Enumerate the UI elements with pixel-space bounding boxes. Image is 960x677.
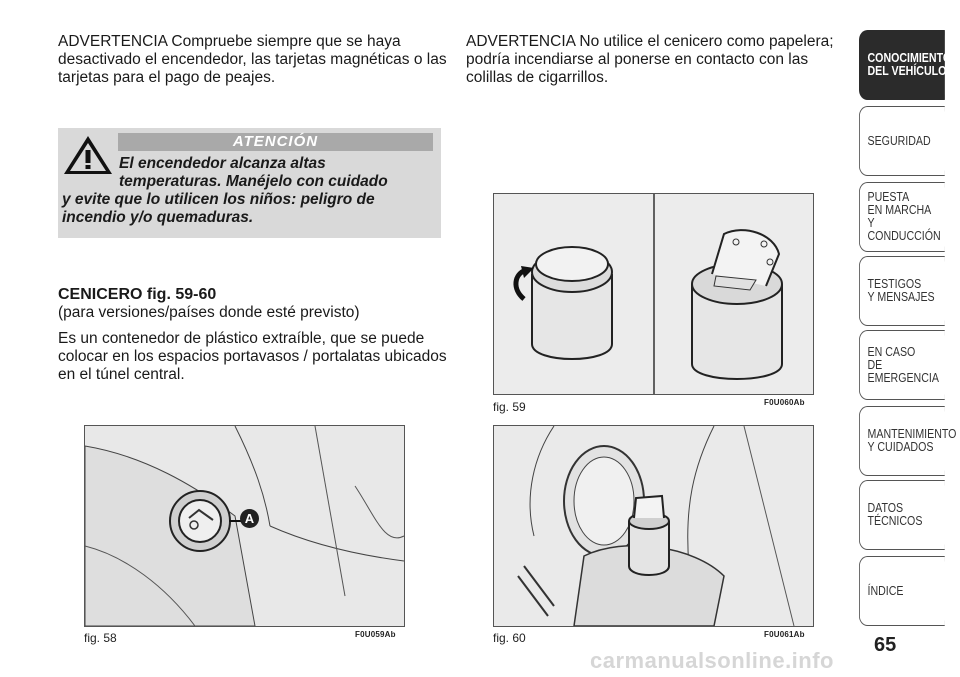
- attention-text-full: [62, 191, 437, 227]
- watermark: carmanualsonline.info: [590, 648, 834, 673]
- warning-line: desactivado el encendedor, las tarjetas magnéticas o las: [58, 51, 447, 68]
- ashtray-installed-illustration: [494, 426, 813, 626]
- figure-59-code: F0U060Ab: [764, 398, 805, 407]
- attention-title: ATENCIÓN: [232, 133, 319, 150]
- figure-58-caption: fig. 58: [84, 631, 117, 645]
- tab-puesta-en-marcha[interactable]: PUESTA EN MARCHA Y CONDUCCIÓN: [859, 182, 945, 252]
- warning-line: colillas de cigarrillos.: [466, 69, 609, 86]
- tab-mantenimiento-y-cuidados[interactable]: MANTENIMIENTO Y CUIDADOS: [859, 406, 945, 476]
- section-subheading: (para versiones/países donde esté previsto): [58, 304, 360, 321]
- tab-testigos-y-mensajes[interactable]: TESTIGOS Y MENSAJES: [859, 256, 945, 326]
- warning-line: podría incendiarse al ponerse en contacto con las: [466, 51, 809, 68]
- warning-line: ADVERTENCIA No utilice el cenicero como papelera;: [466, 33, 834, 50]
- section-body-line: en el túnel central.: [58, 366, 185, 383]
- figure-59-image: [493, 193, 814, 395]
- figure-58-code: F0U059Ab: [355, 630, 396, 639]
- attention-line: temperaturas. Manéjelo con cuidado: [119, 173, 388, 190]
- warning-line: ADVERTENCIA Compruebe siempre que se haya: [58, 33, 401, 50]
- figure-59-caption: fig. 59: [493, 400, 526, 414]
- figure-60-caption: fig. 60: [493, 631, 526, 645]
- section-body-line: Es un contenedor de plástico extraíble, que se puede: [58, 330, 425, 347]
- attention-text-indented: [119, 155, 439, 191]
- tab-indice[interactable]: ÍNDICE: [859, 556, 945, 626]
- warning-text-right: [466, 33, 856, 87]
- attention-line: El encendedor alcanza altas: [119, 155, 326, 172]
- tab-en-caso-de-emergencia[interactable]: EN CASO DE EMERGENCIA: [859, 330, 945, 400]
- page-number: 65: [874, 634, 897, 656]
- section-heading: CENICERO fig. 59-60: [58, 286, 217, 303]
- section-body-line: colocar en los espacios portavasos / portalatas ubicados: [58, 348, 447, 365]
- tab-conocimiento-del-vehiculo[interactable]: CONOCIMIENTO DEL VEHÍCULO: [859, 30, 945, 100]
- section-cenicero: [58, 286, 448, 384]
- tab-seguridad[interactable]: SEGURIDAD: [859, 106, 945, 176]
- warning-text-left: [58, 33, 448, 87]
- figure-60-code: F0U061Ab: [764, 630, 805, 639]
- ashtray-illustration: [494, 194, 813, 394]
- tab-datos-tecnicos[interactable]: DATOS TÉCNICOS: [859, 480, 945, 550]
- warning-line: tarjetas para el pago de peajes.: [58, 69, 276, 86]
- figure-60-image: [493, 425, 814, 627]
- warning-triangle-icon: [62, 133, 114, 177]
- attention-line: y evite que lo utilicen los niños: peligro de: [62, 191, 375, 208]
- attention-line: incendio y/o quemaduras.: [62, 209, 254, 226]
- callout-a: A: [240, 509, 259, 528]
